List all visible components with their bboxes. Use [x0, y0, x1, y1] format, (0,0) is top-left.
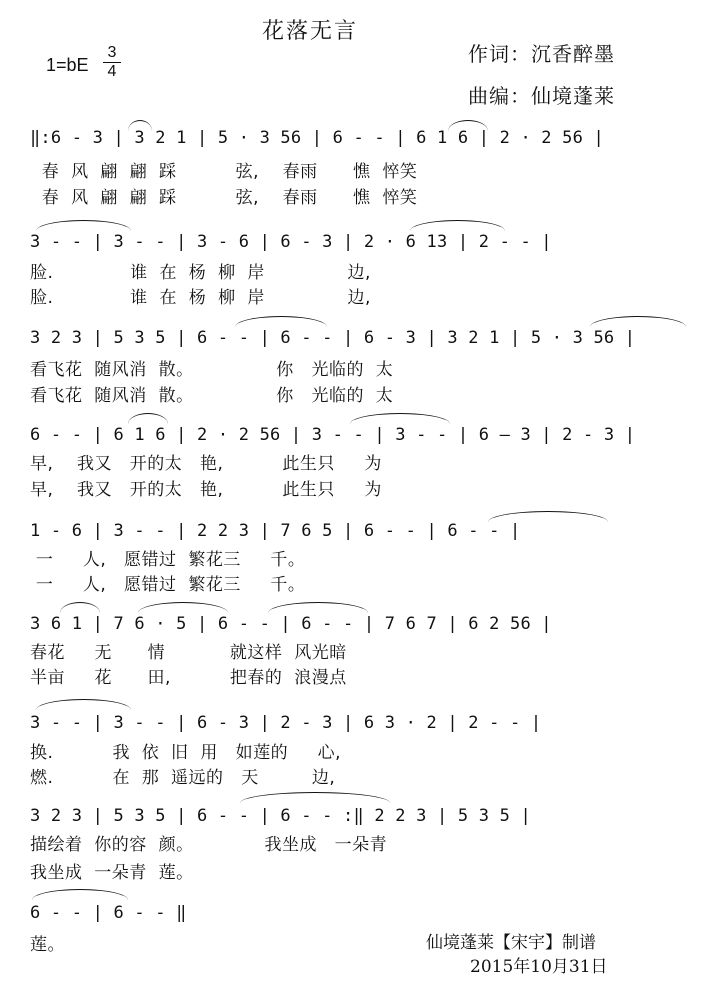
notation-line: 3 - - | 3 - - | 6 - 3 | 2 - 3 | 6 3 · 2 | 2 - - |	[30, 713, 542, 733]
lyric-line-6b: 半亩 花 田, 把春的 浪漫点	[30, 668, 347, 688]
time-signature-bottom: 4	[107, 63, 117, 80]
lyric-line-1a: 春 风 翩 翩 踩 弦, 春雨 憔 悴笑	[30, 162, 418, 182]
tie-arc	[36, 220, 131, 231]
notation-line: 3 6 1 | 7 6 · 5 | 6 - - | 6 - - | 7 6 7 | 6 2 56 |	[30, 614, 552, 634]
lyric-line-5a: 一 人, 愿错过 繁花三 千。	[30, 550, 306, 570]
lyric-line-6a: 春花 无 情 就这样 风光暗	[30, 643, 347, 663]
tie-arc	[410, 220, 505, 231]
tie-arc	[350, 413, 450, 424]
notation-line: ‖:6 - 3 | 3 2 1 | 5 · 3 56 | 6 - - | 6 1 6 | 2 · 2 56 |	[30, 128, 604, 148]
time-signature	[103, 44, 121, 81]
notation-line: 3 2 3 | 5 3 5 | 6 - - | 6 - - :‖ 2 2 3 | 5 3 5 |	[30, 806, 531, 826]
notation-line: 6 - - | 6 1 6 | 2 · 2 56 | 3 - - | 3 - - | 6 — 3 | 2 - 3 |	[30, 425, 636, 445]
song-title: 花落无言	[262, 19, 359, 44]
notation-line: 6 - - | 6 - - ‖	[30, 903, 187, 923]
footer-credit: 仙境蓬莱【宋宇】制谱	[426, 933, 596, 953]
lyric-line-7b: 燃. 在 那 遥远的 天 边,	[30, 768, 336, 788]
time-signature-top: 3	[103, 44, 121, 63]
notation-line: 3 - - | 3 - - | 3 - 6 | 6 - 3 | 2 · 6 13 | 2 - - |	[30, 232, 552, 252]
notation-line: 3 2 3 | 5 3 5 | 6 - - | 6 - - | 6 - 3 | 3 2 1 | 5 · 3 56 |	[30, 328, 636, 348]
lyric-line-3a: 看飞花 随风消 散。 你 光临的 太	[30, 360, 394, 380]
lyric-line-4a: 早, 我又 开的太 艳, 此生只 为	[30, 454, 382, 474]
tie-arc	[488, 511, 608, 522]
tie-arc	[32, 889, 128, 900]
lyricist-credit: 作词：沉香醉墨	[468, 42, 615, 66]
lyric-line-4b: 早, 我又 开的太 艳, 此生只 为	[30, 480, 382, 500]
lyric-line-2a: 脸. 谁 在 杨 柳 岸 边,	[30, 263, 371, 283]
tie-arc	[240, 792, 390, 803]
lyric-line-9a: 莲。	[30, 935, 65, 955]
staff-row-3	[30, 328, 690, 358]
arranger-credit: 曲编：仙境蓬莱	[468, 84, 615, 108]
tie-arc	[36, 699, 131, 710]
staff-row-1	[30, 128, 690, 158]
lyric-line-8b: 我坐成 一朵青 莲。	[30, 863, 194, 883]
tie-arc	[128, 413, 168, 424]
tie-arc	[128, 120, 152, 131]
tie-arc	[268, 602, 368, 613]
lyric-line-8a: 描绘着 你的容 颜。 我坐成 一朵青	[30, 835, 388, 855]
key-signature: 1=bE	[46, 55, 89, 75]
tie-arc	[448, 120, 488, 131]
lyric-line-5b: 一 人, 愿错过 繁花三 千。	[30, 575, 306, 595]
tie-arc	[138, 602, 228, 613]
lyric-line-7a: 换. 我 依 旧 用 如莲的 心,	[30, 743, 341, 763]
lyric-line-2b: 脸. 谁 在 杨 柳 岸 边,	[30, 288, 371, 308]
tie-arc	[590, 316, 686, 327]
notation-line: 1 - 6 | 3 - - | 2 2 3 | 7 6 5 | 6 - - | 6 - - |	[30, 521, 521, 541]
lyric-line-3b: 看飞花 随风消 散。 你 光临的 太	[30, 386, 394, 406]
lyric-line-1b: 春 风 翩 翩 踩 弦, 春雨 憔 悴笑	[30, 188, 418, 208]
footer-date: 2015年10月31日	[470, 957, 608, 977]
tie-arc	[60, 602, 100, 613]
tie-arc	[235, 316, 327, 327]
